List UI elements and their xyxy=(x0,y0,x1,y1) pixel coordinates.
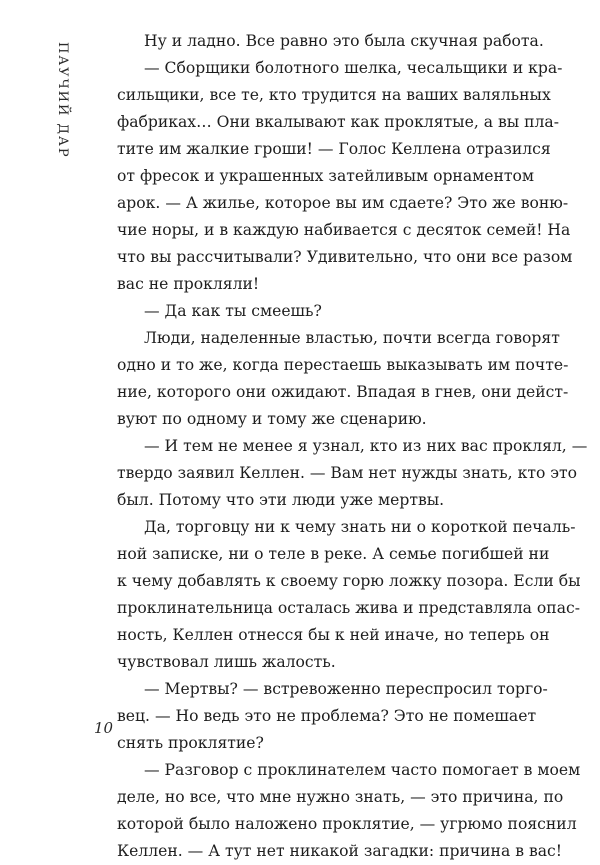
text-line: фабриках… Они вкалывают как проклятые, а вы пла- xyxy=(117,113,560,131)
text-line: вуют по одному и тому же сценарию. xyxy=(117,410,427,428)
text-line: вас не прокляли! xyxy=(117,275,260,293)
text-line: Келлен. — А тут нет никакой загадки: причина в вас! xyxy=(117,842,563,860)
body-text xyxy=(117,28,588,865)
text-line: которой было наложено проклятие, — угрюмо пояснил xyxy=(117,815,577,833)
text-line: от фресок и украшенных затейливым орнаментом xyxy=(117,167,535,185)
text-line: Да, торговцу ни к чему знать ни о короткой печаль- xyxy=(144,518,576,536)
text-line: ние, которого они ожидают. Впадая в гнев, они дейст- xyxy=(117,383,569,401)
text-line: чувствовал лишь жалость. xyxy=(117,653,336,671)
text-line: вец. — Но ведь это не проблема? Это не помешает xyxy=(117,707,537,725)
text-line: ность, Келлен отнесся бы к ней иначе, но теперь он xyxy=(117,626,550,644)
text-line: — Да как ты смеешь? xyxy=(144,302,322,320)
text-line: одно и то же, когда перестаешь выказывать им почте- xyxy=(117,356,569,374)
running-head: ПАУЧИЙ ДАР xyxy=(55,42,70,159)
text-line: ной записке, ни о теле в реке. А семье погибшей ни xyxy=(117,545,550,563)
text-line: что вы рассчитывали? Удивительно, что они все разом xyxy=(117,248,573,266)
text-line: Люди, наделенные властью, почти всегда говорят xyxy=(144,329,560,347)
text-line: — Мертвы? — встревоженно переспросил торго- xyxy=(144,680,548,698)
text-line: сильщики, все те, кто трудится на ваших валяльных xyxy=(117,86,551,104)
text-line: тите им жалкие гроши! — Голос Келлена отразился xyxy=(117,140,551,158)
text-line: твердо заявил Келлен. — Вам нет нужды знать, кто это xyxy=(117,464,578,482)
text-line: проклинательница осталась жива и представляла опас- xyxy=(117,599,580,617)
text-line: деле, но все, что мне нужно знать, — это причина, по xyxy=(117,788,564,806)
text-line: — Разговор с проклинателем часто помогает в моем xyxy=(144,761,581,779)
text-line: — Сборщики болотного шелка, чесальщики и кра- xyxy=(144,59,563,77)
text-line: к чему добавлять к своему горю ложку позора. Если бы xyxy=(117,572,581,590)
text-line: Ну и ладно. Все равно это была скучная работа. xyxy=(144,32,544,50)
page-number: 10 xyxy=(94,719,114,737)
text-line: — И тем не менее я узнал, кто из них вас проклял, — xyxy=(144,437,588,455)
text-line: был. Потому что эти люди уже мертвы. xyxy=(117,491,445,509)
text-line: чие норы, и в каждую набивается с десяток семей! На xyxy=(117,221,571,239)
text-line: арок. — А жилье, которое вы им сдаете? Это же воню- xyxy=(117,194,569,212)
text-line: снять проклятие? xyxy=(117,734,264,752)
